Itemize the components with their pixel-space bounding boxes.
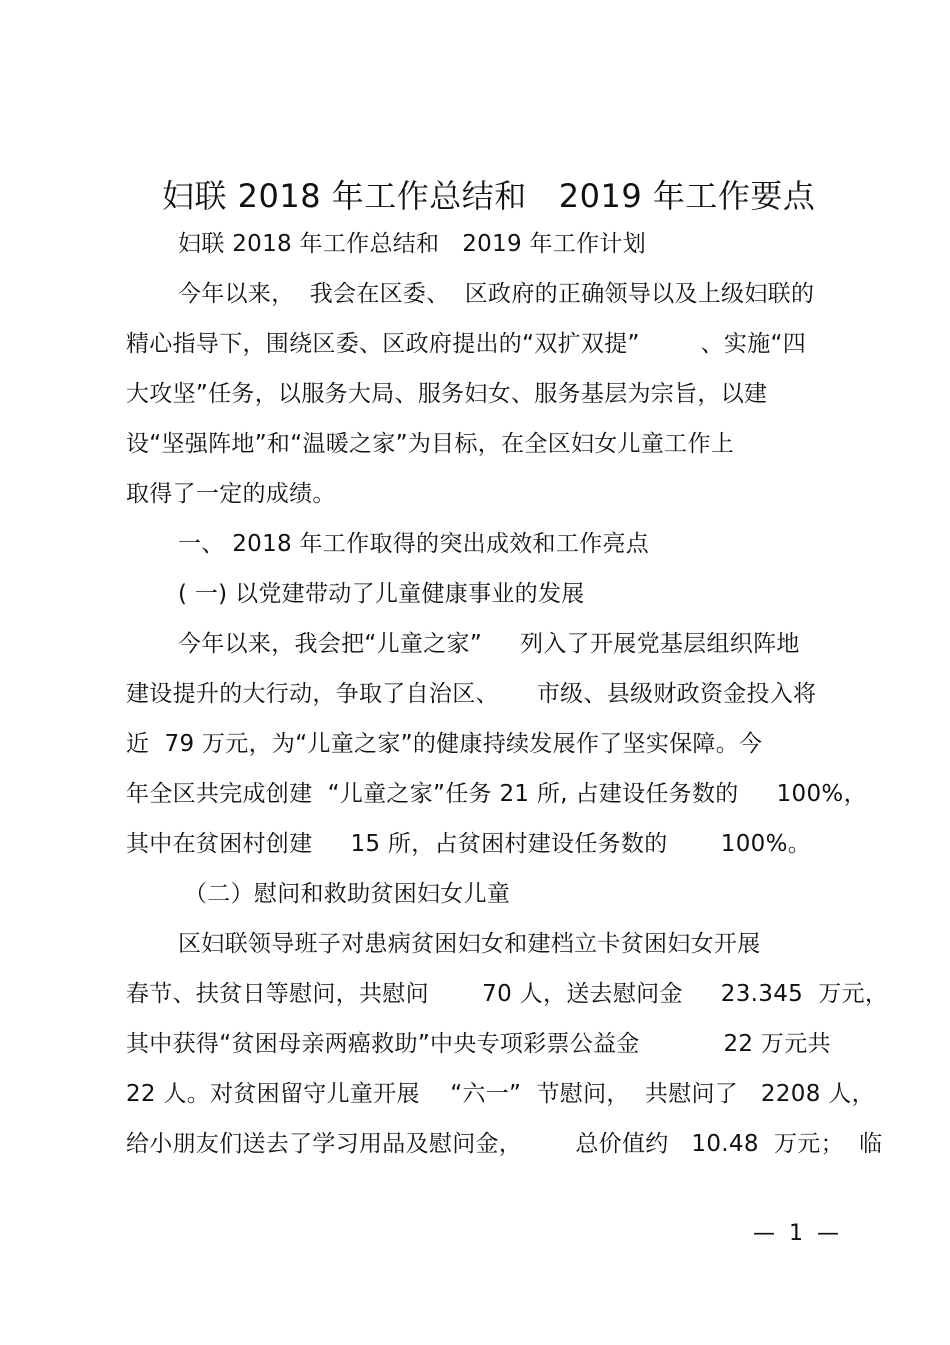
paragraph-line: 给小朋友们送去了学习用品及慰问金， 总价值约 10.48 万元； 临 xyxy=(126,1131,883,1157)
paragraph-line: 22 人。对贫困留守儿童开展 “六一” 节慰问， 共慰问了 2208 人， xyxy=(126,1081,875,1107)
paragraph-line: 近 79 万元，为“儿童之家”的健康持续发展作了坚实保障。今 xyxy=(126,731,763,757)
paragraph-line: 大攻坚”任务，以服务大局、服务妇女、服务基层为宗旨，以建 xyxy=(126,381,768,407)
paragraph-line: 区妇联领导班子对患病贫困妇女和建档立卡贫困妇女开展 xyxy=(178,931,761,957)
section-heading: 一、 2018 年工作取得的突出成效和工作亮点 xyxy=(178,531,650,557)
paragraph-line: 建设提升的大行动，争取了自治区、 市级、县级财政资金投入将 xyxy=(126,681,817,707)
paragraph-line: 春节、扶贫日等慰问，共慰问 70 人，送去慰问金 23.345 万元， xyxy=(126,981,889,1007)
paragraph-line: 今年以来， 我会在区委、 区政府的正确领导以及上级妇联的 xyxy=(178,281,815,307)
page-number: — 1 — xyxy=(753,1221,839,1246)
paragraph-line: 年全区共完成创建 “儿童之家”任务 21 所, 占建设任务数的 100%， xyxy=(126,781,867,807)
document-subtitle: 妇联 2018 年工作总结和 2019 年工作计划 xyxy=(178,231,647,257)
paragraph-line: 精心指导下，围绕区委、区政府提出的“双扩双提” 、实施“四 xyxy=(126,331,807,357)
paragraph-line: 取得了一定的成绩。 xyxy=(126,481,336,507)
subsection-heading: （二）慰问和救助贫困妇女儿童 xyxy=(184,881,511,907)
paragraph-line: 其中在贫困村创建 15 所，占贫困村建设任务数的 100%。 xyxy=(126,831,812,857)
paragraph-line: 其中获得“贫困母亲两癌救助”中央专项彩票公益金 22 万元共 xyxy=(126,1031,831,1057)
paragraph-line: 设“坚强阵地”和“温暖之家”为目标，在全区妇女儿童工作上 xyxy=(126,431,735,457)
document-title: 妇联 2018 年工作总结和 2019 年工作要点 xyxy=(162,177,816,215)
paragraph-line: 今年以来，我会把“儿童之家” 列入了开展党基层组织阵地 xyxy=(178,631,800,657)
subsection-heading: ( 一) 以党建带动了儿童健康事业的发展 xyxy=(178,581,585,607)
